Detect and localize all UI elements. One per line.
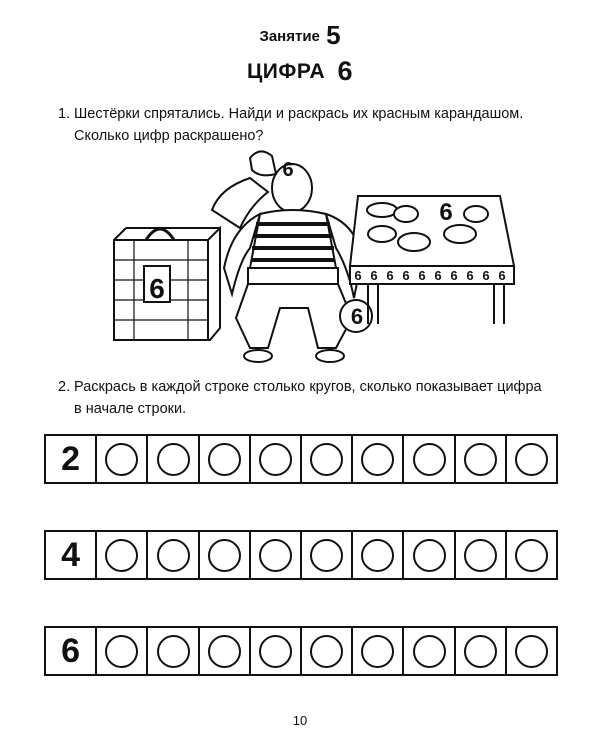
circle-cell [353, 628, 404, 674]
colorable-circle[interactable] [464, 635, 497, 668]
circle-cell [302, 532, 353, 578]
colorable-circle[interactable] [310, 443, 343, 476]
circle-cell [353, 436, 404, 482]
colorable-circle[interactable] [157, 539, 190, 572]
circle-row [44, 434, 558, 484]
digit-cell [46, 532, 97, 578]
colorable-circle[interactable] [310, 635, 343, 668]
circle-cell [302, 436, 353, 482]
digit-cell [46, 436, 97, 482]
circle-cell [404, 436, 455, 482]
circle-cell [251, 436, 302, 482]
svg-text:6: 6 [402, 268, 410, 283]
colorable-circle[interactable] [208, 539, 241, 572]
circle-cell [404, 532, 455, 578]
strongman-drawing [212, 151, 372, 362]
circle-cell [302, 628, 353, 674]
task-2 [58, 376, 542, 420]
circle-cell [200, 628, 251, 674]
hidden-digit: 6 [439, 199, 453, 226]
colorable-circle[interactable] [413, 635, 446, 668]
task-number: 2. [58, 379, 71, 395]
circle-cell [456, 532, 507, 578]
strongman-illustration [100, 148, 520, 370]
colorable-circle[interactable] [464, 539, 497, 572]
table-drawing [350, 196, 514, 324]
circle-cell [148, 628, 199, 674]
colorable-circle[interactable] [361, 443, 394, 476]
colorable-circle[interactable] [105, 443, 138, 476]
row-digit: 4 [61, 535, 81, 574]
colorable-circle[interactable] [310, 539, 343, 572]
colorable-circle[interactable] [464, 443, 497, 476]
page-number: 10 [292, 713, 308, 728]
task-text: Шестёрки спрятались. Найди и раскрась их красным карандашом. [74, 106, 524, 122]
circle-row [44, 626, 558, 676]
svg-text:6: 6 [370, 268, 378, 283]
row-digit: 6 [61, 631, 81, 670]
circle-cell [507, 628, 556, 674]
colorable-circle[interactable] [413, 539, 446, 572]
circle-cell [148, 436, 199, 482]
circle-cell [456, 628, 507, 674]
circle-cell [97, 436, 148, 482]
page-title [0, 56, 600, 87]
svg-text:6: 6 [466, 268, 474, 283]
chest-drawing [114, 228, 220, 340]
circle-cell [200, 436, 251, 482]
colorable-circle[interactable] [515, 443, 548, 476]
circle-cell [404, 628, 455, 674]
colorable-circle[interactable] [515, 635, 548, 668]
task-text: в начале строки. [74, 401, 187, 417]
colorable-circle[interactable] [259, 443, 292, 476]
title-digit: 6 [337, 56, 354, 86]
hidden-digit: 6 [350, 304, 364, 329]
circle-cell [97, 532, 148, 578]
svg-text:6: 6 [434, 268, 442, 283]
colorable-circle[interactable] [105, 539, 138, 572]
lesson-heading [0, 20, 600, 51]
circle-cell [507, 532, 556, 578]
circle-cell [456, 436, 507, 482]
colorable-circle[interactable] [413, 443, 446, 476]
task-1 [58, 103, 523, 147]
circle-cell [251, 532, 302, 578]
colorable-circle[interactable] [259, 635, 292, 668]
colorable-circle[interactable] [259, 539, 292, 572]
colorable-circle[interactable] [208, 443, 241, 476]
title-word: ЦИФРА [246, 60, 326, 83]
colorable-circle[interactable] [157, 635, 190, 668]
colorable-circle[interactable] [157, 443, 190, 476]
colorable-circle[interactable] [105, 635, 138, 668]
circle-cell [507, 436, 556, 482]
task-text: Раскрась в каждой строке столько кругов, сколько показывает цифра [74, 379, 542, 395]
circle-cell [97, 628, 148, 674]
svg-text:6: 6 [418, 268, 426, 283]
svg-text:6: 6 [498, 268, 506, 283]
svg-text:6: 6 [354, 268, 362, 283]
circle-cell [200, 532, 251, 578]
svg-text:6: 6 [482, 268, 490, 283]
circle-cell [148, 532, 199, 578]
circle-row [44, 530, 558, 580]
svg-text:6: 6 [450, 268, 458, 283]
svg-text:6: 6 [386, 268, 394, 283]
hidden-digit: 6 [282, 159, 294, 181]
circle-cell [251, 628, 302, 674]
hidden-digit: 6 [149, 273, 165, 304]
colorable-circle[interactable] [361, 635, 394, 668]
colorable-circle[interactable] [361, 539, 394, 572]
task-text: Сколько цифр раскрашено? [74, 128, 264, 144]
circle-cell [353, 532, 404, 578]
row-digit: 2 [61, 439, 81, 478]
digit-cell [46, 628, 97, 674]
task-number: 1. [58, 106, 71, 122]
lesson-number: 5 [326, 20, 341, 50]
colorable-circle[interactable] [515, 539, 548, 572]
colorable-circle[interactable] [208, 635, 241, 668]
lesson-label: Занятие [259, 28, 320, 45]
